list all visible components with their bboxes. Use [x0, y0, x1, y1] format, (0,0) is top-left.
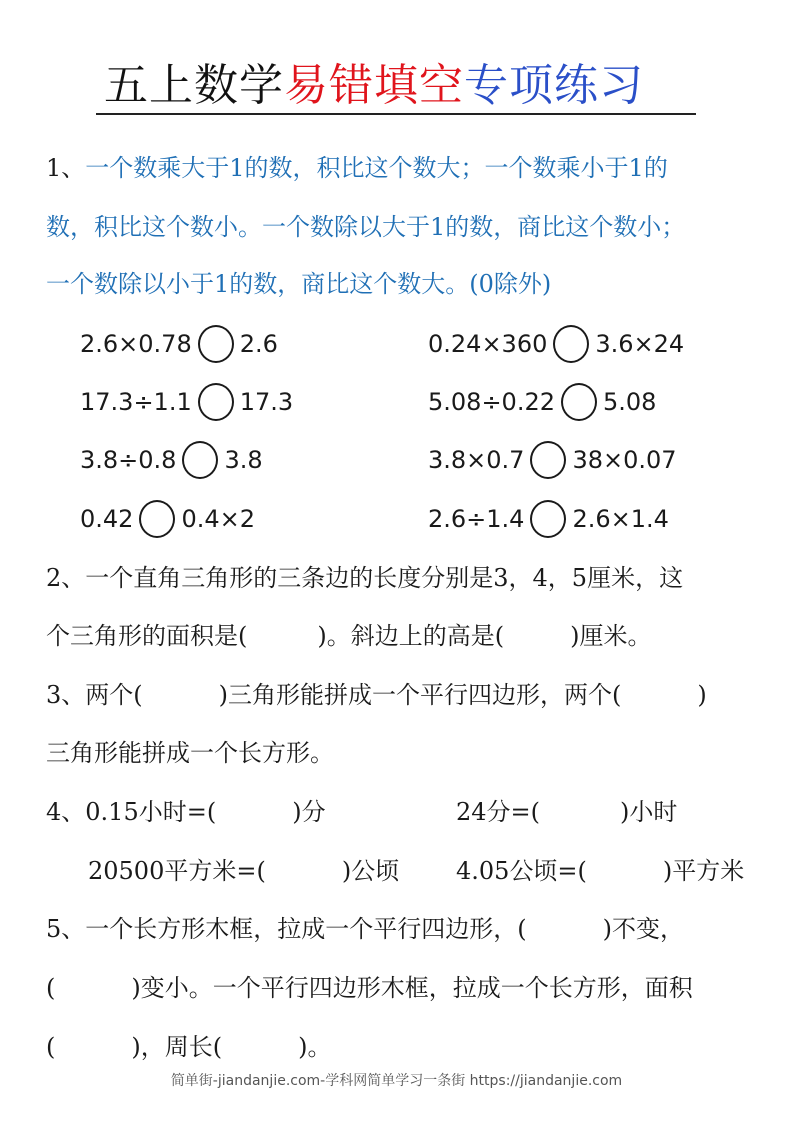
- comparison-left: 17.3÷1.1: [80, 388, 192, 416]
- q4-text: 24分=(: [456, 798, 541, 826]
- q2-text: 个三角形的面积是(: [46, 622, 248, 650]
- q5-text: 5、一个长方形木框，拉成一个平行四边形，(: [46, 915, 527, 943]
- q4-item-4: [456, 855, 744, 887]
- q5-text: )，周长(: [131, 1033, 223, 1061]
- footer-watermark: 简单街-jiandanjie.com-学科网简单学习一条街 https://jiandanjie.com: [170, 1073, 623, 1089]
- comparison-7: [80, 500, 255, 538]
- page-title: [104, 58, 704, 114]
- q4-line-1: [46, 796, 326, 828]
- answer-circle[interactable]: [198, 325, 234, 363]
- comparison-left: 2.6×0.78: [80, 330, 192, 358]
- q5-text: )变小。一个平行四边形木框，拉成一个长方形，面积: [131, 974, 693, 1002]
- comparison-right: 3.6×24: [595, 330, 685, 358]
- comparison-left: 5.08÷0.22: [428, 388, 555, 416]
- comparison-right: 5.08: [602, 388, 657, 416]
- q4-item-2: [456, 796, 677, 828]
- q3-text: 3、两个(: [46, 681, 143, 709]
- q4-text: )分: [292, 798, 326, 826]
- comparison-right: 0.4×2: [181, 505, 255, 533]
- comparison-4: [428, 383, 656, 421]
- q4-number: 4、: [46, 798, 86, 826]
- q4-text: 0.15小时=(: [85, 798, 217, 826]
- q3-text: ): [697, 681, 707, 709]
- comparison-left: 0.24×360: [428, 330, 548, 358]
- answer-circle[interactable]: [561, 383, 597, 421]
- q1-rule-line-2: 数，积比这个数小。一个数除以大于1的数，商比这个数小；: [46, 213, 686, 241]
- comparison-left: 0.42: [80, 505, 134, 533]
- comparison-6: [428, 441, 677, 479]
- q5-line-2: [46, 972, 693, 1004]
- q1-rule-line-1: [46, 152, 668, 184]
- comparison-5: [80, 441, 263, 479]
- q5-text: )。: [298, 1033, 332, 1061]
- q1-number: 1、: [46, 154, 86, 182]
- q5-text: (: [46, 1033, 56, 1061]
- answer-circle[interactable]: [530, 500, 566, 538]
- comparison-right: 3.8: [224, 446, 263, 474]
- q5-text: )不变，: [602, 915, 685, 943]
- title-part-topic: 易错填空: [284, 60, 464, 111]
- q4-text: 20500平方米=(: [88, 857, 266, 885]
- q2-text: )。斜边上的高是(: [317, 622, 505, 650]
- comparison-right: 17.3: [239, 388, 294, 416]
- q1-rule-text: 一个数乘大于1的数，积比这个数大；一个数乘小于1的: [85, 154, 668, 182]
- title-part-practice: 专项练习: [464, 60, 644, 111]
- q5-line-3: [46, 1031, 331, 1063]
- answer-circle[interactable]: [530, 441, 566, 479]
- q2-text: )厘米。: [570, 622, 652, 650]
- q4-item-3: [88, 855, 399, 887]
- q3-text: )三角形能拼成一个平行四边形，两个(: [218, 681, 622, 709]
- q4-text: 4.05公顷=(: [456, 857, 587, 885]
- comparison-right: 2.6×1.4: [572, 505, 669, 533]
- comparison-right: 2.6: [239, 330, 278, 358]
- q4-text: )小时: [620, 798, 678, 826]
- q3-line-2: 三角形能拼成一个长方形。: [46, 739, 334, 767]
- title-underline: [96, 113, 696, 115]
- q5-text: (: [46, 974, 56, 1002]
- comparison-8: [428, 500, 669, 538]
- comparison-2: [428, 325, 684, 363]
- q5-line-1: [46, 913, 684, 945]
- q4-text: )平方米: [662, 857, 745, 885]
- comparison-1: [80, 325, 278, 363]
- q2-line-2: [46, 620, 651, 652]
- comparison-left: 3.8÷0.8: [80, 446, 177, 474]
- comparison-left: 3.8×0.7: [428, 446, 525, 474]
- q3-line-1: [46, 679, 707, 711]
- answer-circle[interactable]: [182, 441, 218, 479]
- q2-line-1: 2、一个直角三角形的三条边的长度分别是3，4，5厘米，这: [46, 564, 684, 592]
- q4-text: )公顷: [341, 857, 400, 885]
- comparison-left: 2.6÷1.4: [428, 505, 525, 533]
- comparison-right: 38×0.07: [572, 446, 677, 474]
- answer-circle[interactable]: [198, 383, 234, 421]
- title-part-grade: 五上数学: [104, 60, 284, 111]
- answer-circle[interactable]: [139, 500, 175, 538]
- q1-rule-line-3: 一个数除以小于1的数，商比这个数大。(0除外): [46, 270, 552, 298]
- comparison-3: [80, 383, 293, 421]
- answer-circle[interactable]: [553, 325, 589, 363]
